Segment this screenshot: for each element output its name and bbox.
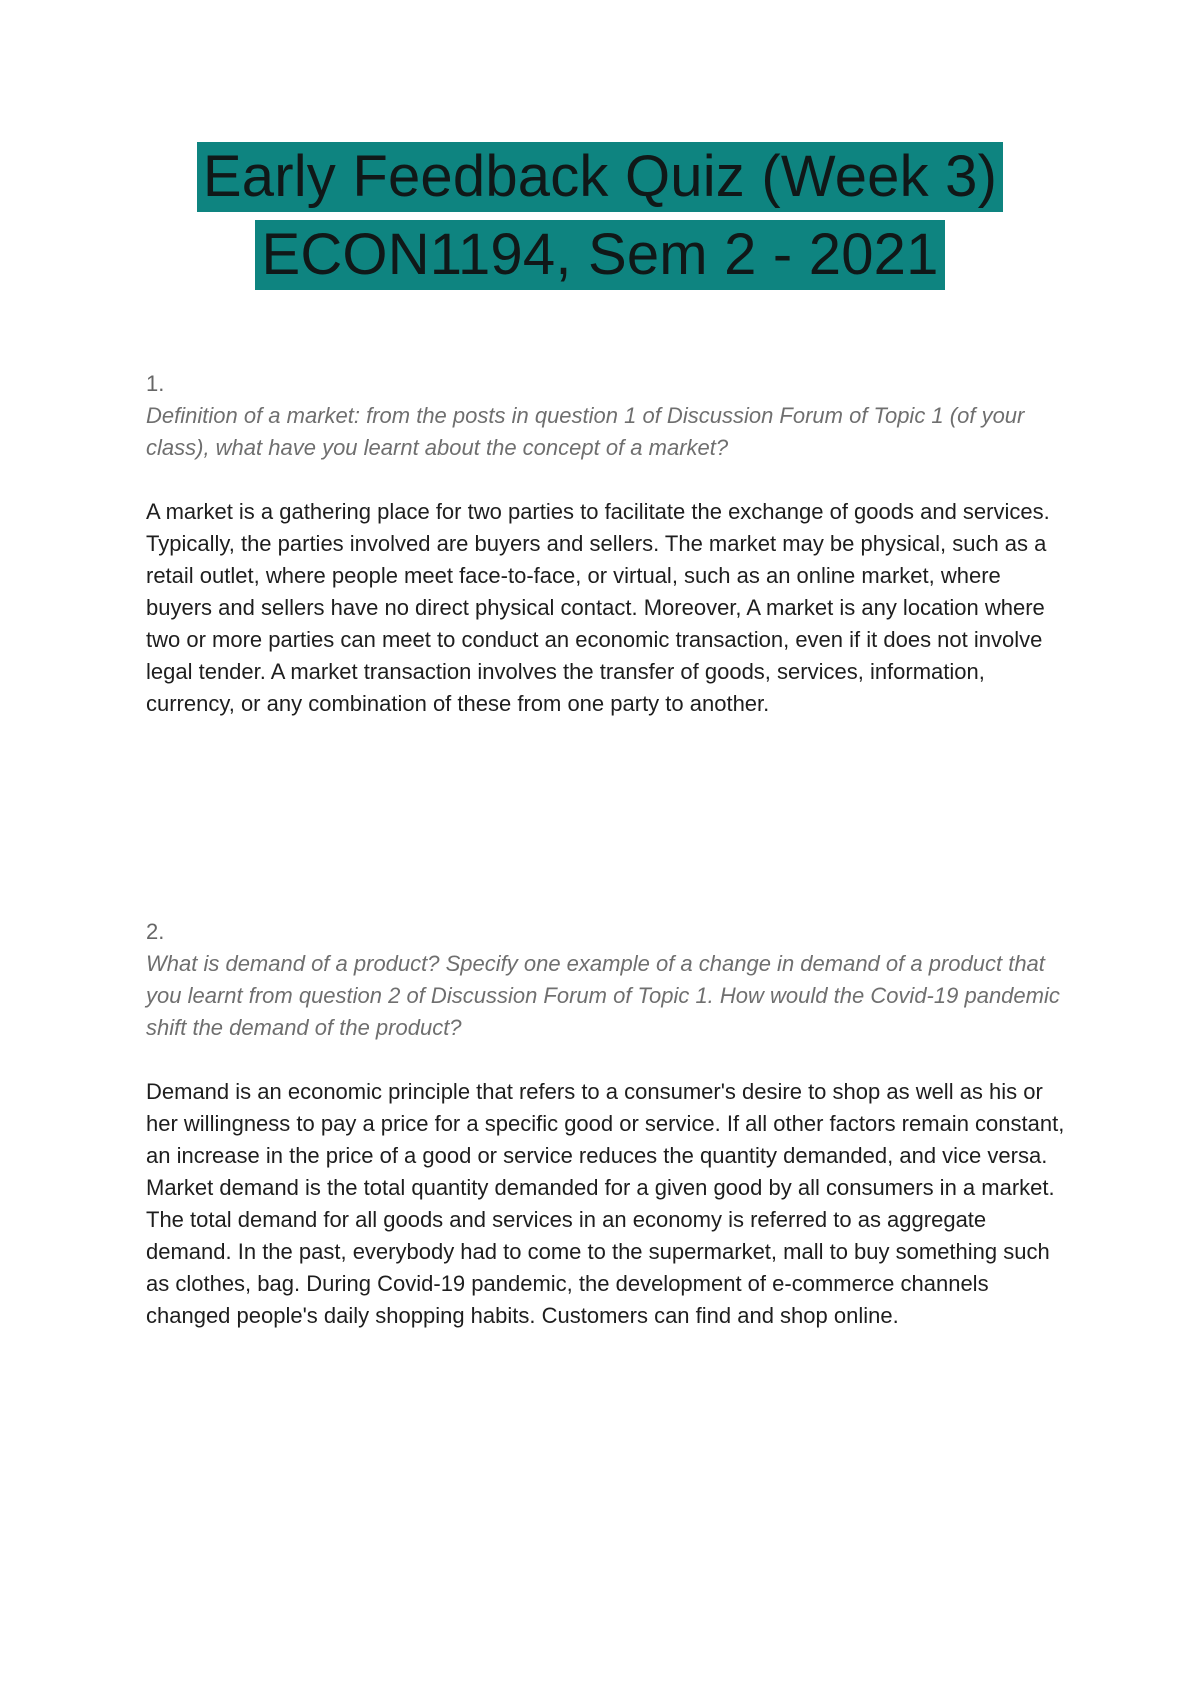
question-answer: Demand is an economic principle that refers to a consumer's desire to shop as well as his or her willingness to pay a price for a specific good or service. If all other factors remain constant, an increase in the price of a good or service reduces the quantity demanded, and vice versa. Market demand is the total quantity demanded for a given good by all consumers in a market. The total demand for all goods and services in an economy is referred to as aggregate demand. In the past, everybody had to come to the supermarket, mall to buy something such as clothes, bag. During Covid-19 pandemic, the development of e-commerce channels changed people's daily shopping habits. Customers can find and shop online. bbox=[146, 1079, 1065, 1328]
question-2 bbox=[146, 916, 1066, 1332]
document-title bbox=[0, 142, 1200, 298]
question-prompt: Definition of a market: from the posts in question 1 of Discussion Forum of Topic 1 (of your class), what have you learnt about the concept of a market? bbox=[146, 403, 1025, 460]
question-prompt: What is demand of a product? Specify one example of a change in demand of a product that you learnt from question 2 of Discussion Forum of Topic 1. How would the Covid-19 pandemic shift the demand of the product? bbox=[146, 951, 1060, 1040]
title-line-2: ECON1194, Sem 2 - 2021 bbox=[255, 220, 944, 290]
question-1 bbox=[146, 368, 1066, 720]
question-answer: A market is a gathering place for two parties to facilitate the exchange of goods and services. Typically, the parties involved are buyers and sellers. The market may be physical, such as a retail outlet, where people meet face-to-face, or virtual, such as an online market, where buyers and sellers have no direct physical contact. Moreover, A market is any location where two or more parties can meet to conduct an economic transaction, even if it does not involve legal tender. A market transaction involves the transfer of goods, services, information, currency, or any combination of these from one party to another. bbox=[146, 499, 1050, 716]
question-number: 1. bbox=[146, 371, 165, 396]
question-number: 2. bbox=[146, 919, 165, 944]
title-line-1: Early Feedback Quiz (Week 3) bbox=[197, 142, 1003, 212]
